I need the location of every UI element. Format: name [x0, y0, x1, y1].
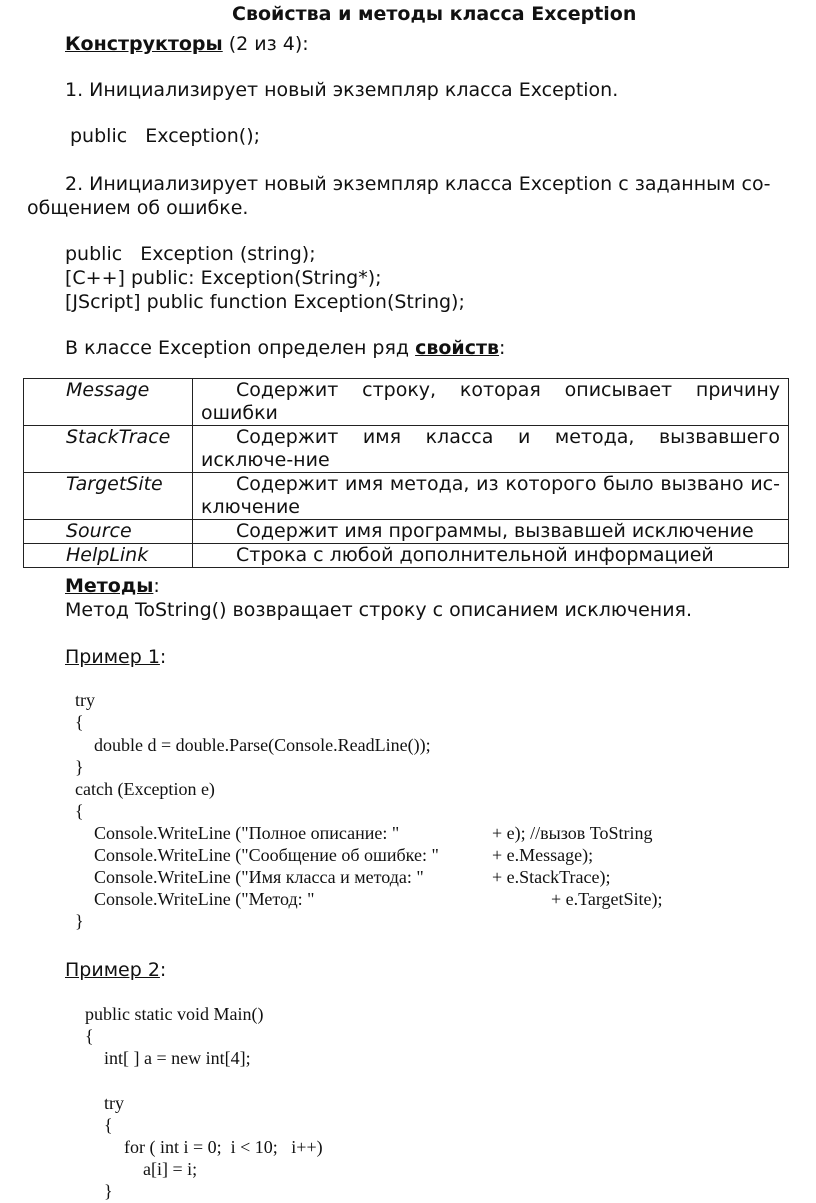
code-line: } — [75, 757, 84, 777]
code-line-tail: + e.Message); — [492, 845, 594, 865]
constructors-heading: Конструкторы — [65, 33, 223, 55]
code-line: Console.WriteLine ("Метод: " — [94, 889, 315, 909]
methods-line — [65, 574, 160, 598]
property-name: TargetSite — [24, 473, 193, 520]
property-desc: Содержит имя программы, вызвавшей исключение — [193, 520, 789, 544]
property-desc: Содержит имя метода, из которого было вызвано ис-ключение — [193, 473, 789, 520]
example-2-heading: Пример 2 — [65, 959, 160, 981]
example-1-line — [65, 645, 166, 669]
properties-word: свойств — [415, 337, 500, 359]
constructor-code-2-line-2: [C++] public: Exception(String*); — [65, 267, 382, 289]
property-name: Source — [24, 520, 193, 544]
code-line: try — [75, 690, 95, 710]
code-line: { — [75, 712, 84, 732]
code-line: int[ ] a = new int[4]; — [104, 1048, 251, 1068]
table-row — [24, 544, 789, 568]
table-row — [24, 379, 789, 426]
methods-heading: Методы — [65, 575, 154, 597]
constructor-item-2-line-2: общением об ошибке. — [27, 197, 249, 219]
code-line: } — [104, 1181, 113, 1201]
table-row — [24, 473, 789, 520]
page-title: Свойства и методы класса Exception — [232, 3, 637, 25]
code-line-tail: + e); //вызов ToString — [492, 823, 653, 843]
table-row — [24, 426, 789, 473]
example-1-colon: : — [159, 646, 167, 668]
example-2-colon: : — [159, 959, 167, 981]
code-line: { — [104, 1115, 113, 1135]
property-desc: Строка с любой дополнительной информацией — [193, 544, 789, 568]
code-line: a[i] = i; — [143, 1159, 198, 1179]
example-1-heading: Пример 1 — [65, 646, 160, 668]
code-line: catch (Exception e) — [75, 779, 215, 799]
code-line: Console.WriteLine ("Полное описание: " — [94, 823, 400, 843]
properties-intro-suffix: : — [499, 337, 506, 359]
code-line: Console.WriteLine ("Имя класса и метода: " — [94, 867, 424, 887]
property-desc: Содержит имя класса и метода, вызвавшего исключе-ние — [193, 426, 789, 473]
code-line: } — [75, 911, 84, 931]
constructors-line — [65, 32, 309, 56]
constructor-code-2-line-3: [JScript] public function Exception(String); — [65, 291, 465, 313]
code-line: try — [104, 1093, 124, 1113]
methods-text: Метод ToString() возвращает строку с описанием исключения. — [65, 599, 693, 621]
constructors-count: (2 из 4): — [222, 33, 309, 55]
code-line: public static void Main() — [85, 1004, 264, 1024]
properties-table — [23, 378, 789, 568]
properties-intro-prefix: В классе Exception определен ряд — [65, 337, 416, 359]
code-line: { — [75, 801, 84, 821]
property-desc: Содержит строку, которая описывает причину ошибки — [193, 379, 789, 426]
constructor-item-2-line-1: 2. Инициализирует новый экземпляр класса Exception с заданным со- — [65, 173, 771, 195]
code-line: { — [85, 1026, 94, 1046]
code-line: for ( int i = 0; i < 10; i++) — [124, 1137, 323, 1157]
code-line-tail: + e.TargetSite); — [551, 889, 663, 909]
code-line: double d = double.Parse(Console.ReadLine()); — [94, 735, 431, 755]
property-name: HelpLink — [24, 544, 193, 568]
constructor-code-2-line-1: public Exception (string); — [65, 243, 316, 265]
constructor-item-1: 1. Инициализирует новый экземпляр класса Exception. — [65, 79, 619, 101]
property-name: StackTrace — [24, 426, 193, 473]
code-line: Console.WriteLine ("Сообщение об ошибке: " — [94, 845, 439, 865]
example-2-line — [65, 958, 166, 982]
code-line-tail: + e.StackTrace); — [492, 867, 611, 887]
properties-intro — [65, 336, 505, 360]
table-row — [24, 520, 789, 544]
property-name: Message — [24, 379, 193, 426]
constructor-code-1: public Exception(); — [70, 125, 261, 147]
methods-colon: : — [153, 575, 160, 597]
